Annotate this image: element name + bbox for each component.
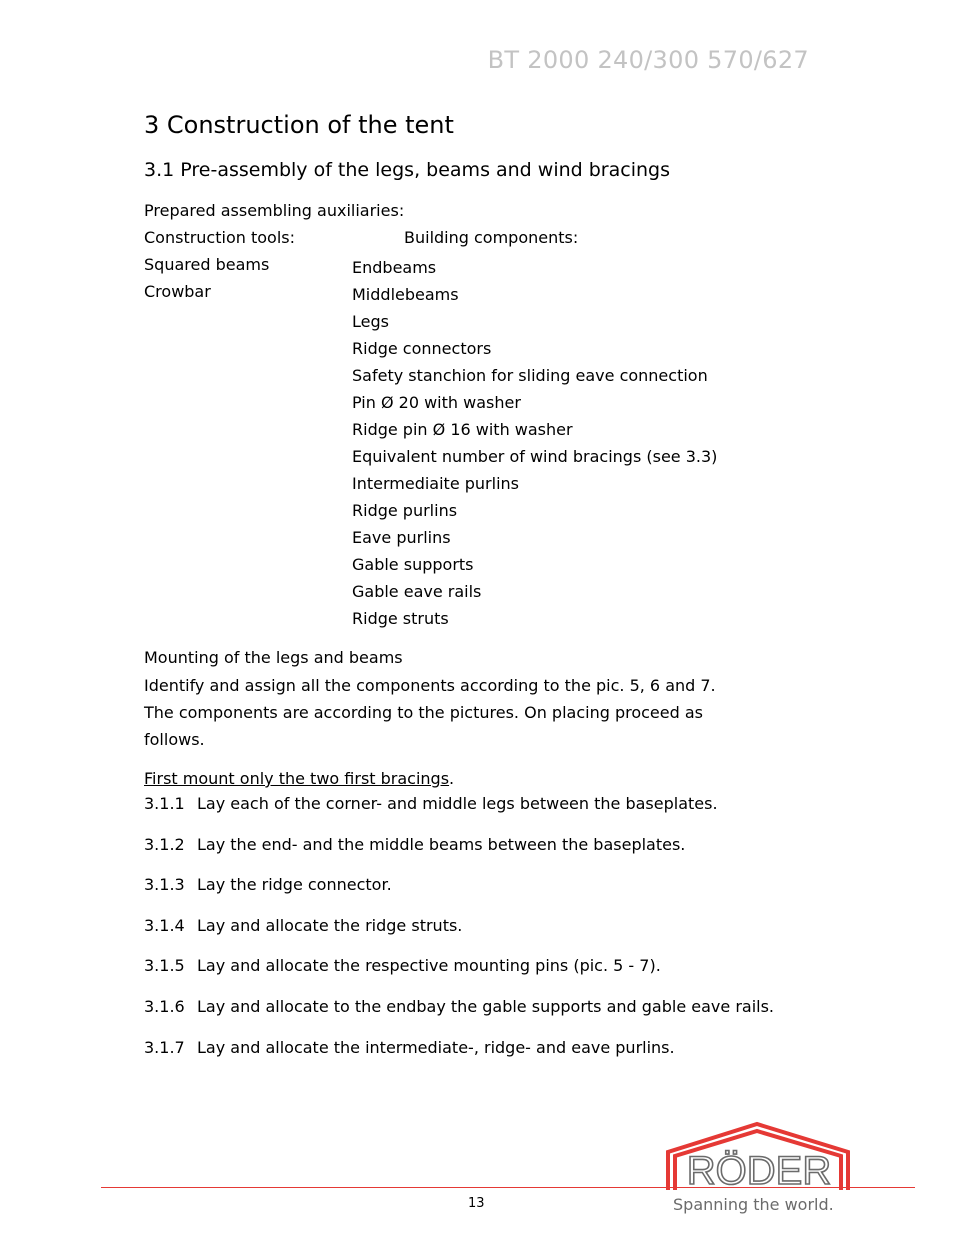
- component-item: Equivalent number of wind bracings (see 3.3): [352, 447, 718, 466]
- component-item: Endbeams: [352, 258, 437, 277]
- components-column-header: Building components:: [404, 228, 579, 247]
- step-text: Lay and allocate the intermediate-, ridge- and eave purlins.: [197, 1037, 675, 1057]
- paragraph-line: follows.: [144, 730, 205, 749]
- step-item: [144, 997, 774, 1038]
- mounting-paragraph: [144, 672, 784, 753]
- step-number: 3.1.5: [144, 956, 185, 976]
- step-item: [144, 1038, 774, 1079]
- auxiliaries-heading-text: Prepared assembling auxiliaries: [144, 201, 399, 220]
- component-item: Ridge connectors: [352, 339, 492, 358]
- bracings-heading-text: First mount only the two first bracings: [144, 769, 450, 788]
- section-subtitle: 3.1 Pre-assembly of the legs, beams and wind bracings: [144, 159, 670, 181]
- step-number: 3.1.3: [144, 875, 185, 895]
- paragraph-line: The components are according to the pictures. On placing proceed as: [144, 703, 703, 722]
- component-item: Eave purlins: [352, 528, 451, 547]
- step-item: [144, 794, 774, 835]
- component-item: Pin Ø 20 with washer: [352, 393, 521, 412]
- component-item: Ridge purlins: [352, 501, 458, 520]
- step-text: Lay and allocate to the endbay the gable supports and gable eave rails.: [197, 996, 775, 1016]
- components-list: [352, 254, 717, 632]
- step-number: 3.1.1: [144, 794, 185, 813]
- auxiliaries-heading-suffix: :: [398, 201, 405, 220]
- step-text: Lay the ridge connector.: [197, 875, 392, 895]
- mounting-heading: Mounting of the legs and beams: [144, 648, 403, 667]
- component-item: Gable eave rails: [352, 582, 482, 601]
- component-item: Legs: [352, 312, 389, 331]
- component-item: Gable supports: [352, 555, 474, 574]
- step-item: [144, 916, 774, 957]
- tools-column-header: Construction tools:: [144, 228, 295, 247]
- auxiliaries-heading: [144, 201, 404, 220]
- bracings-heading: [144, 769, 454, 788]
- step-text: Lay each of the corner- and middle legs between the baseplates.: [197, 794, 718, 813]
- section-title: 3 Construction of the tent: [144, 111, 454, 139]
- logo-tagline: Spanning the world.: [673, 1195, 834, 1214]
- step-item: [144, 956, 774, 997]
- logo-wordmark: RÖDER: [686, 1149, 832, 1192]
- step-text: Lay and allocate the respective mounting pins (pic. 5 - 7).: [197, 956, 661, 976]
- component-item: Safety stanchion for sliding eave connection: [352, 366, 708, 385]
- step-item: [144, 835, 774, 876]
- document-id: BT 2000 240/300 570/627: [487, 46, 809, 74]
- tool-item: Squared beams: [144, 255, 270, 274]
- page-number: 13: [468, 1196, 485, 1211]
- step-number: 3.1.2: [144, 834, 185, 854]
- step-number: 3.1.6: [144, 996, 185, 1016]
- roder-logo: [662, 1120, 862, 1196]
- component-item: Middlebeams: [352, 285, 459, 304]
- step-number: 3.1.4: [144, 915, 185, 935]
- tool-item: Crowbar: [144, 282, 211, 301]
- step-item: [144, 875, 774, 916]
- component-item: Intermediaite purlins: [352, 474, 519, 493]
- bracings-heading-suffix: .: [449, 769, 455, 788]
- step-number: 3.1.7: [144, 1037, 185, 1057]
- component-item: Ridge struts: [352, 609, 449, 628]
- step-text: Lay the end- and the middle beams between the baseplates.: [197, 834, 686, 854]
- component-item: Ridge pin Ø 16 with washer: [352, 420, 573, 439]
- step-text: Lay and allocate the ridge struts.: [197, 915, 463, 935]
- paragraph-line: Identify and assign all the components according to the pic. 5, 6 and 7.: [144, 676, 716, 695]
- steps-list: [144, 794, 774, 1078]
